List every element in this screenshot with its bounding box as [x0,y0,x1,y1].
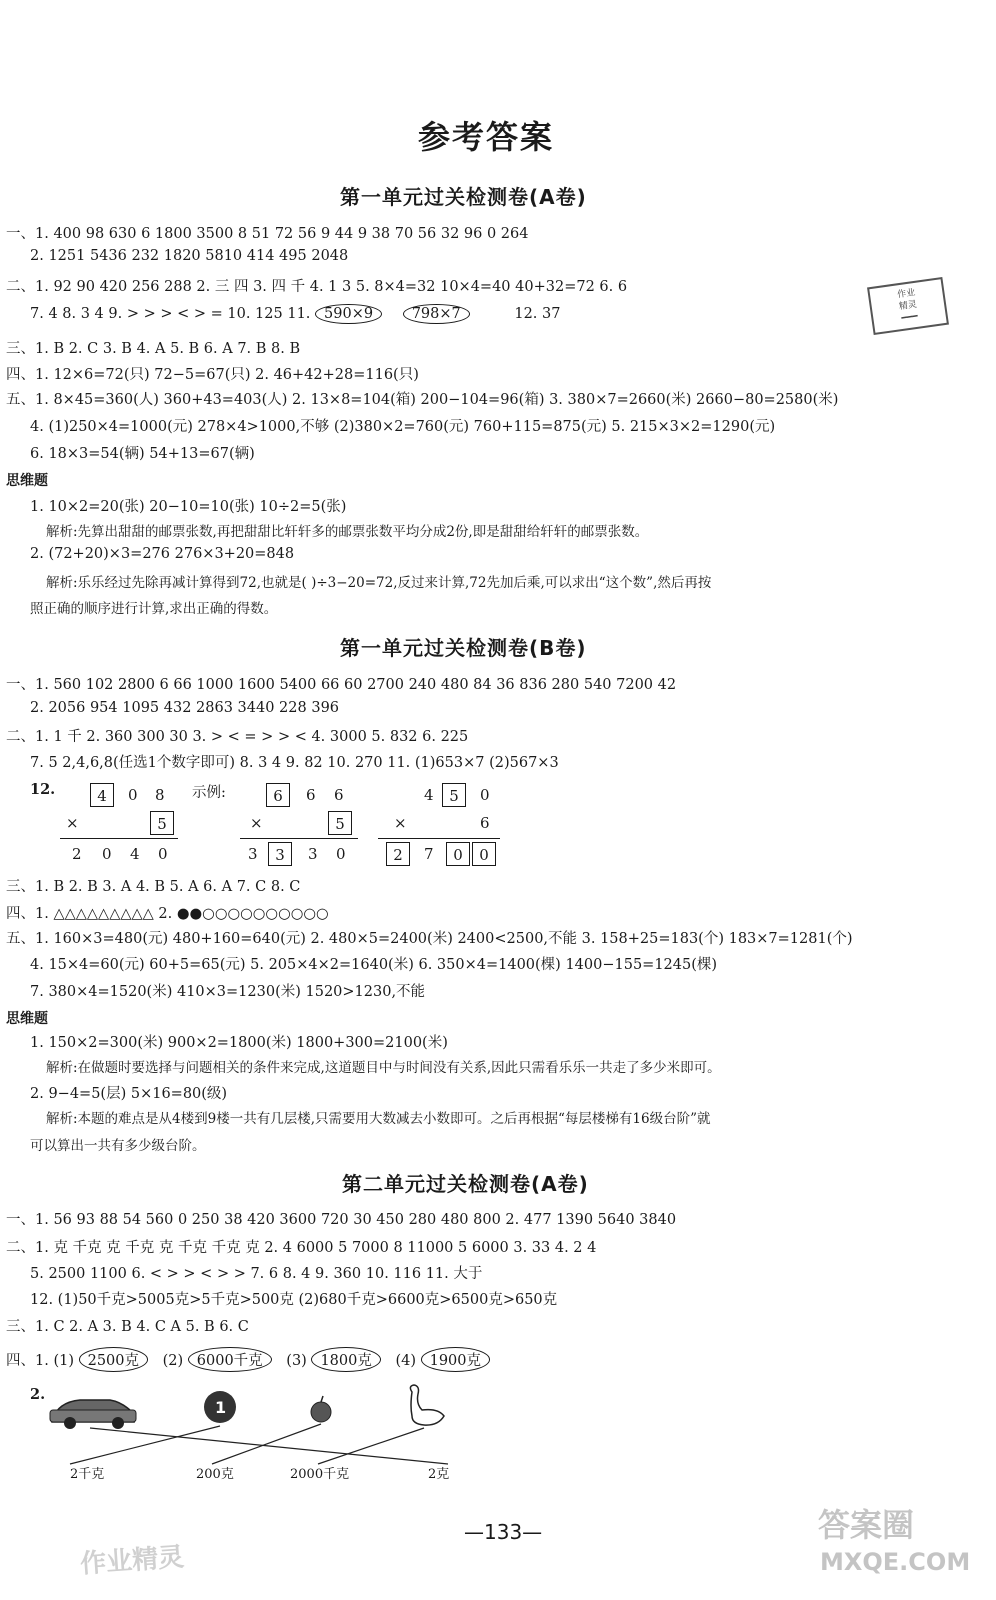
digit: 2 [72,845,82,863]
digit-box: 2 [386,842,410,866]
answer-line: 2. 1251 5436 232 1820 5810 414 495 2048 [30,248,349,264]
underline [240,838,358,839]
section-heading-1b: 第一单元过关检测卷(B卷) [340,636,587,660]
answer-line: 1. 150×2=300(米) 900×2=1800(米) 1800+300=2100(米) [30,1035,448,1051]
digit: 3 [248,845,258,863]
answer-line [6,1347,490,1372]
stamp-image: 作业 精灵 ━━━ [867,277,949,335]
answer-line: 12. (1)50千克>5005克>5千克>500克 (2)680千克>6600克>6500克>650克 [30,1292,558,1308]
digit-box: 4 [90,783,114,807]
example-label: 示例: [192,785,226,801]
explanation-line: 解析:乐乐经过先除再减计算得到72,也就是( )÷3−20=72,反过来计算,72先加后乘,可以求出“这个数”,然后再按 [46,575,712,591]
answer-line: 1. 10×2=20(张) 20−10=10(张) 10÷2=5(张) [30,499,347,515]
answer-line: 三、1. C 2. A 3. B 4. C A 5. B 6. C [6,1319,249,1335]
digit: 3 [308,845,318,863]
answer-line: 五、1. 160×3=480(元) 480+160=640(元) 2. 480×5=2400(米) 2400<2500,不能 3. 158+25=183(个) 183×7=1281(个) [6,931,853,947]
digit: 6 [306,786,316,804]
digit-box: 6 [266,783,290,807]
digit: 0 [158,845,168,863]
answer-line: 五、1. 8×45=360(人) 360+43=403(人) 2. 13×8=104(箱) 200−104=96(箱) 3. 380×7=2660(米) 2660−80=2580(米) [6,392,839,408]
circled-answer: 2500克 [79,1347,148,1372]
answer-line [30,304,560,324]
matching-diagram [40,1380,480,1480]
match-lines [70,1424,448,1464]
answer-line: 二、1. 克 千克 克 千克 克 千克 千克 克 2. 4 6000 5 7000 8 11000 5 6000 3. 33 4. 2 4 [6,1240,597,1256]
underline [60,838,178,839]
answer-line: 二、1. 92 90 420 256 288 2. 三 四 3. 四 千 4. 1 3 5. 8×4=32 10×4=40 40+32=72 6. 6 [6,279,628,295]
digit: 6 [334,786,344,804]
answer-line: 一、1. 560 102 2800 6 66 1000 1600 5400 66 60 2700 240 480 84 36 836 280 540 7200 42 [6,677,677,693]
underline [378,838,500,839]
question-number: 12. [30,781,56,798]
section-heading-1a: 第一单元过关检测卷(A卷) [340,185,587,209]
section-label: 思维题 [6,1011,48,1027]
match-label: 200克 [196,1467,234,1482]
section-heading-2a: 第二单元过关检测卷(A卷) [342,1172,589,1196]
digit-box: 5 [328,811,352,835]
answer-text: 四、1. (1) [6,1353,74,1369]
answer-line: 4. 15×4=60(元) 60+5=65(元) 5. 205×4×2=1640(米) 6. 350×4=1400(棵) 1400−155=1245(棵) [30,957,718,973]
answer-line: 6. 18×3=54(辆) 54+13=67(辆) [30,446,255,462]
answer-text: 12. 37 [514,306,561,322]
explanation-line: 照正确的顺序进行计算,求出正确的得数。 [30,601,278,617]
digit-box: 5 [150,811,174,835]
answer-line: 2. 2056 954 1095 432 2863 3440 228 396 [30,700,340,716]
digit: 8 [155,786,165,804]
digit: 4 [130,845,140,863]
digit: 6 [480,814,490,832]
multiply-sign: × [66,814,79,832]
answer-line: 一、1. 56 93 88 54 560 0 250 38 420 3600 720 30 450 280 480 800 2. 477 1390 5640 3840 [6,1212,677,1228]
circled-answer: 1900克 [421,1347,490,1372]
circled-answer: 1800克 [311,1347,380,1372]
circled-answer: 590×9 [315,304,382,324]
answer-line: 2. (72+20)×3=276 276×3+20=848 [30,546,295,562]
circled-answer: 798×7 [403,304,470,324]
digit-box: 0 [446,842,470,866]
digit: 7 [424,845,434,863]
explanation-line: 解析:本题的难点是从4楼到9楼一共有几层楼,只需要用大数减去小数即可。之后再根据“每层楼梯有16级台阶”就 [46,1111,711,1127]
watermark-logo: 答案圈 [818,1506,915,1544]
digit-box: 0 [472,842,496,866]
match-label: 2克 [428,1467,450,1482]
answer-text: (2) [162,1353,184,1369]
explanation-line: 解析:先算出甜甜的邮票张数,再把甜甜比轩轩多的邮票张数平均分成2份,即是甜甜给轩轩的邮票张数。 [46,524,649,540]
answer-line: 四、1. △△△△△△△△△ 2. ●●○○○○○○○○○○ [6,906,329,922]
answer-text: 7. 4 8. 3 4 9. > > > < > = 10. 125 11. [30,306,311,322]
explanation-line: 解析:在做题时要选择与问题相关的条件来完成,这道题目中与时间没有关系,因此只需看乐乐一共走了多少米即可。 [46,1060,721,1076]
goose-icon [410,1385,444,1425]
answer-line: 一、1. 400 98 630 6 1800 3500 8 51 72 56 9 44 9 38 70 56 32 96 0 264 [6,226,529,242]
car-icon [50,1400,136,1429]
answer-line: 2. 9−4=5(层) 5×16=80(级) [30,1086,228,1102]
multiply-sign: × [394,814,407,832]
digit-box: 5 [442,783,466,807]
digit: 0 [480,786,490,804]
coin-icon [204,1391,236,1423]
answer-text: (3) [286,1353,307,1369]
explanation-line: 可以算出一共有多少级台阶。 [30,1138,206,1154]
digit: 0 [336,845,346,863]
circled-answer: 6000千克 [188,1347,272,1372]
answer-line: 4. (1)250×4=1000(元) 278×4>1000,不够 (2)380×2=760(元) 760+115=875(元) 5. 215×3×2=1290(元) [30,419,776,435]
answer-line: 三、1. B 2. C 3. B 4. A 5. B 6. A 7. B 8. B [6,341,301,357]
match-label: 2千克 [70,1467,105,1482]
answer-line: 7. 5 2,4,6,8(任选1个数字即可) 8. 3 4 9. 82 10. 270 11. (1)653×7 (2)567×3 [30,755,559,771]
watermark-stamp: 作业精灵 [79,1542,186,1580]
answer-line: 四、1. 12×6=72(只) 72−5=67(只) 2. 46+42+28=116(只) [6,367,419,383]
answer-line: 三、1. B 2. B 3. A 4. B 5. A 6. A 7. C 8. C [6,879,301,895]
answer-line: 二、1. 1 千 2. 360 300 30 3. > < = > > < 4. 3000 5. 832 6. 225 [6,729,469,745]
digit: 0 [102,845,112,863]
digit: 0 [128,786,138,804]
digit: 4 [424,786,434,804]
multiply-sign: × [250,814,263,832]
apple-icon [311,1396,331,1422]
match-label: 2000千克 [290,1467,350,1482]
digit-box: 3 [268,842,292,866]
svg-text:1: 1 [215,1398,227,1417]
answer-line: 5. 2500 1100 6. < > > < > > 7. 6 8. 4 9. 360 10. 116 11. 大于 [30,1266,483,1282]
answer-text: (4) [395,1353,416,1369]
answer-line: 7. 380×4=1520(米) 410×3=1230(米) 1520>1230,不能 [30,984,426,1000]
section-label: 思维题 [6,473,48,489]
question-number: 2. [30,1386,46,1403]
page-number: —133— [464,1520,543,1544]
page-title: 参考答案 [418,118,555,156]
watermark-url: MXQE.COM [820,1548,971,1576]
